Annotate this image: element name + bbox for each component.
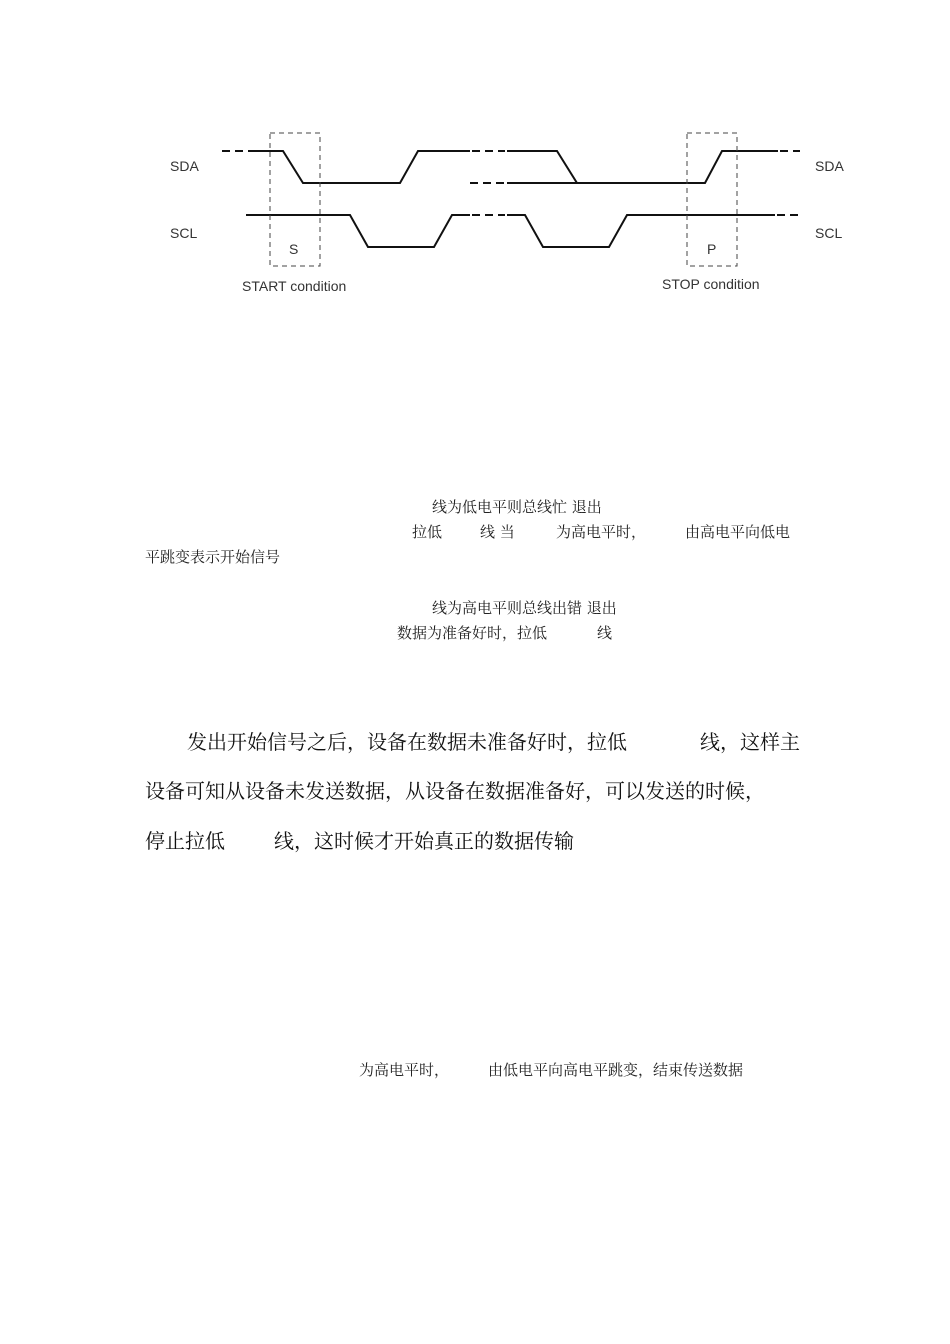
- text-low-to-high-stop: 由低电平向高电平跳变，结束传送数据: [488, 1061, 744, 1079]
- start-marker: S: [289, 241, 299, 257]
- scl-waveform: [246, 215, 800, 247]
- scl-label-left: SCL: [170, 225, 198, 241]
- sda-label-left: SDA: [170, 158, 199, 174]
- text-when-high: 为高电平时，: [556, 523, 647, 541]
- text-when-high-stop: 为高电平时，: [359, 1061, 450, 1079]
- text-high-to-low: 由高电平向低电: [685, 523, 791, 541]
- text-line: 线: [597, 624, 613, 642]
- stop-marker: P: [707, 241, 717, 257]
- text-line-when: 线 当: [480, 523, 515, 541]
- paragraph-line-3a: 停止拉低: [145, 829, 225, 853]
- scl-label-right: SCL: [815, 225, 843, 241]
- text-pull-low: 拉低: [412, 523, 443, 541]
- paragraph-line-1b: 线，这样主: [700, 730, 800, 754]
- text-data-ready-pull-low: 数据为准备好时，拉低: [397, 624, 548, 642]
- paragraph-line-1a: 发出开始信号之后，设备在数据未准备好时，拉低: [187, 730, 627, 754]
- text-start-signal: 平跳变表示开始信号: [145, 548, 281, 566]
- sda-waveform: [222, 151, 800, 183]
- sda-label-right: SDA: [815, 158, 844, 174]
- text-bus-error: 线为高电平则总线出错 退出: [432, 599, 617, 617]
- start-caption: START condition: [242, 278, 347, 294]
- stop-caption: STOP condition: [662, 276, 760, 292]
- text-bus-busy: 线为低电平则总线忙 退出: [432, 498, 602, 516]
- paragraph-line-3b: 线，这时候才开始真正的数据传输: [274, 829, 574, 853]
- paragraph-line-2: 设备可知从设备未发送数据，从设备在数据准备好，可以发送的时候，: [145, 779, 765, 803]
- i2c-timing-diagram: [0, 0, 950, 320]
